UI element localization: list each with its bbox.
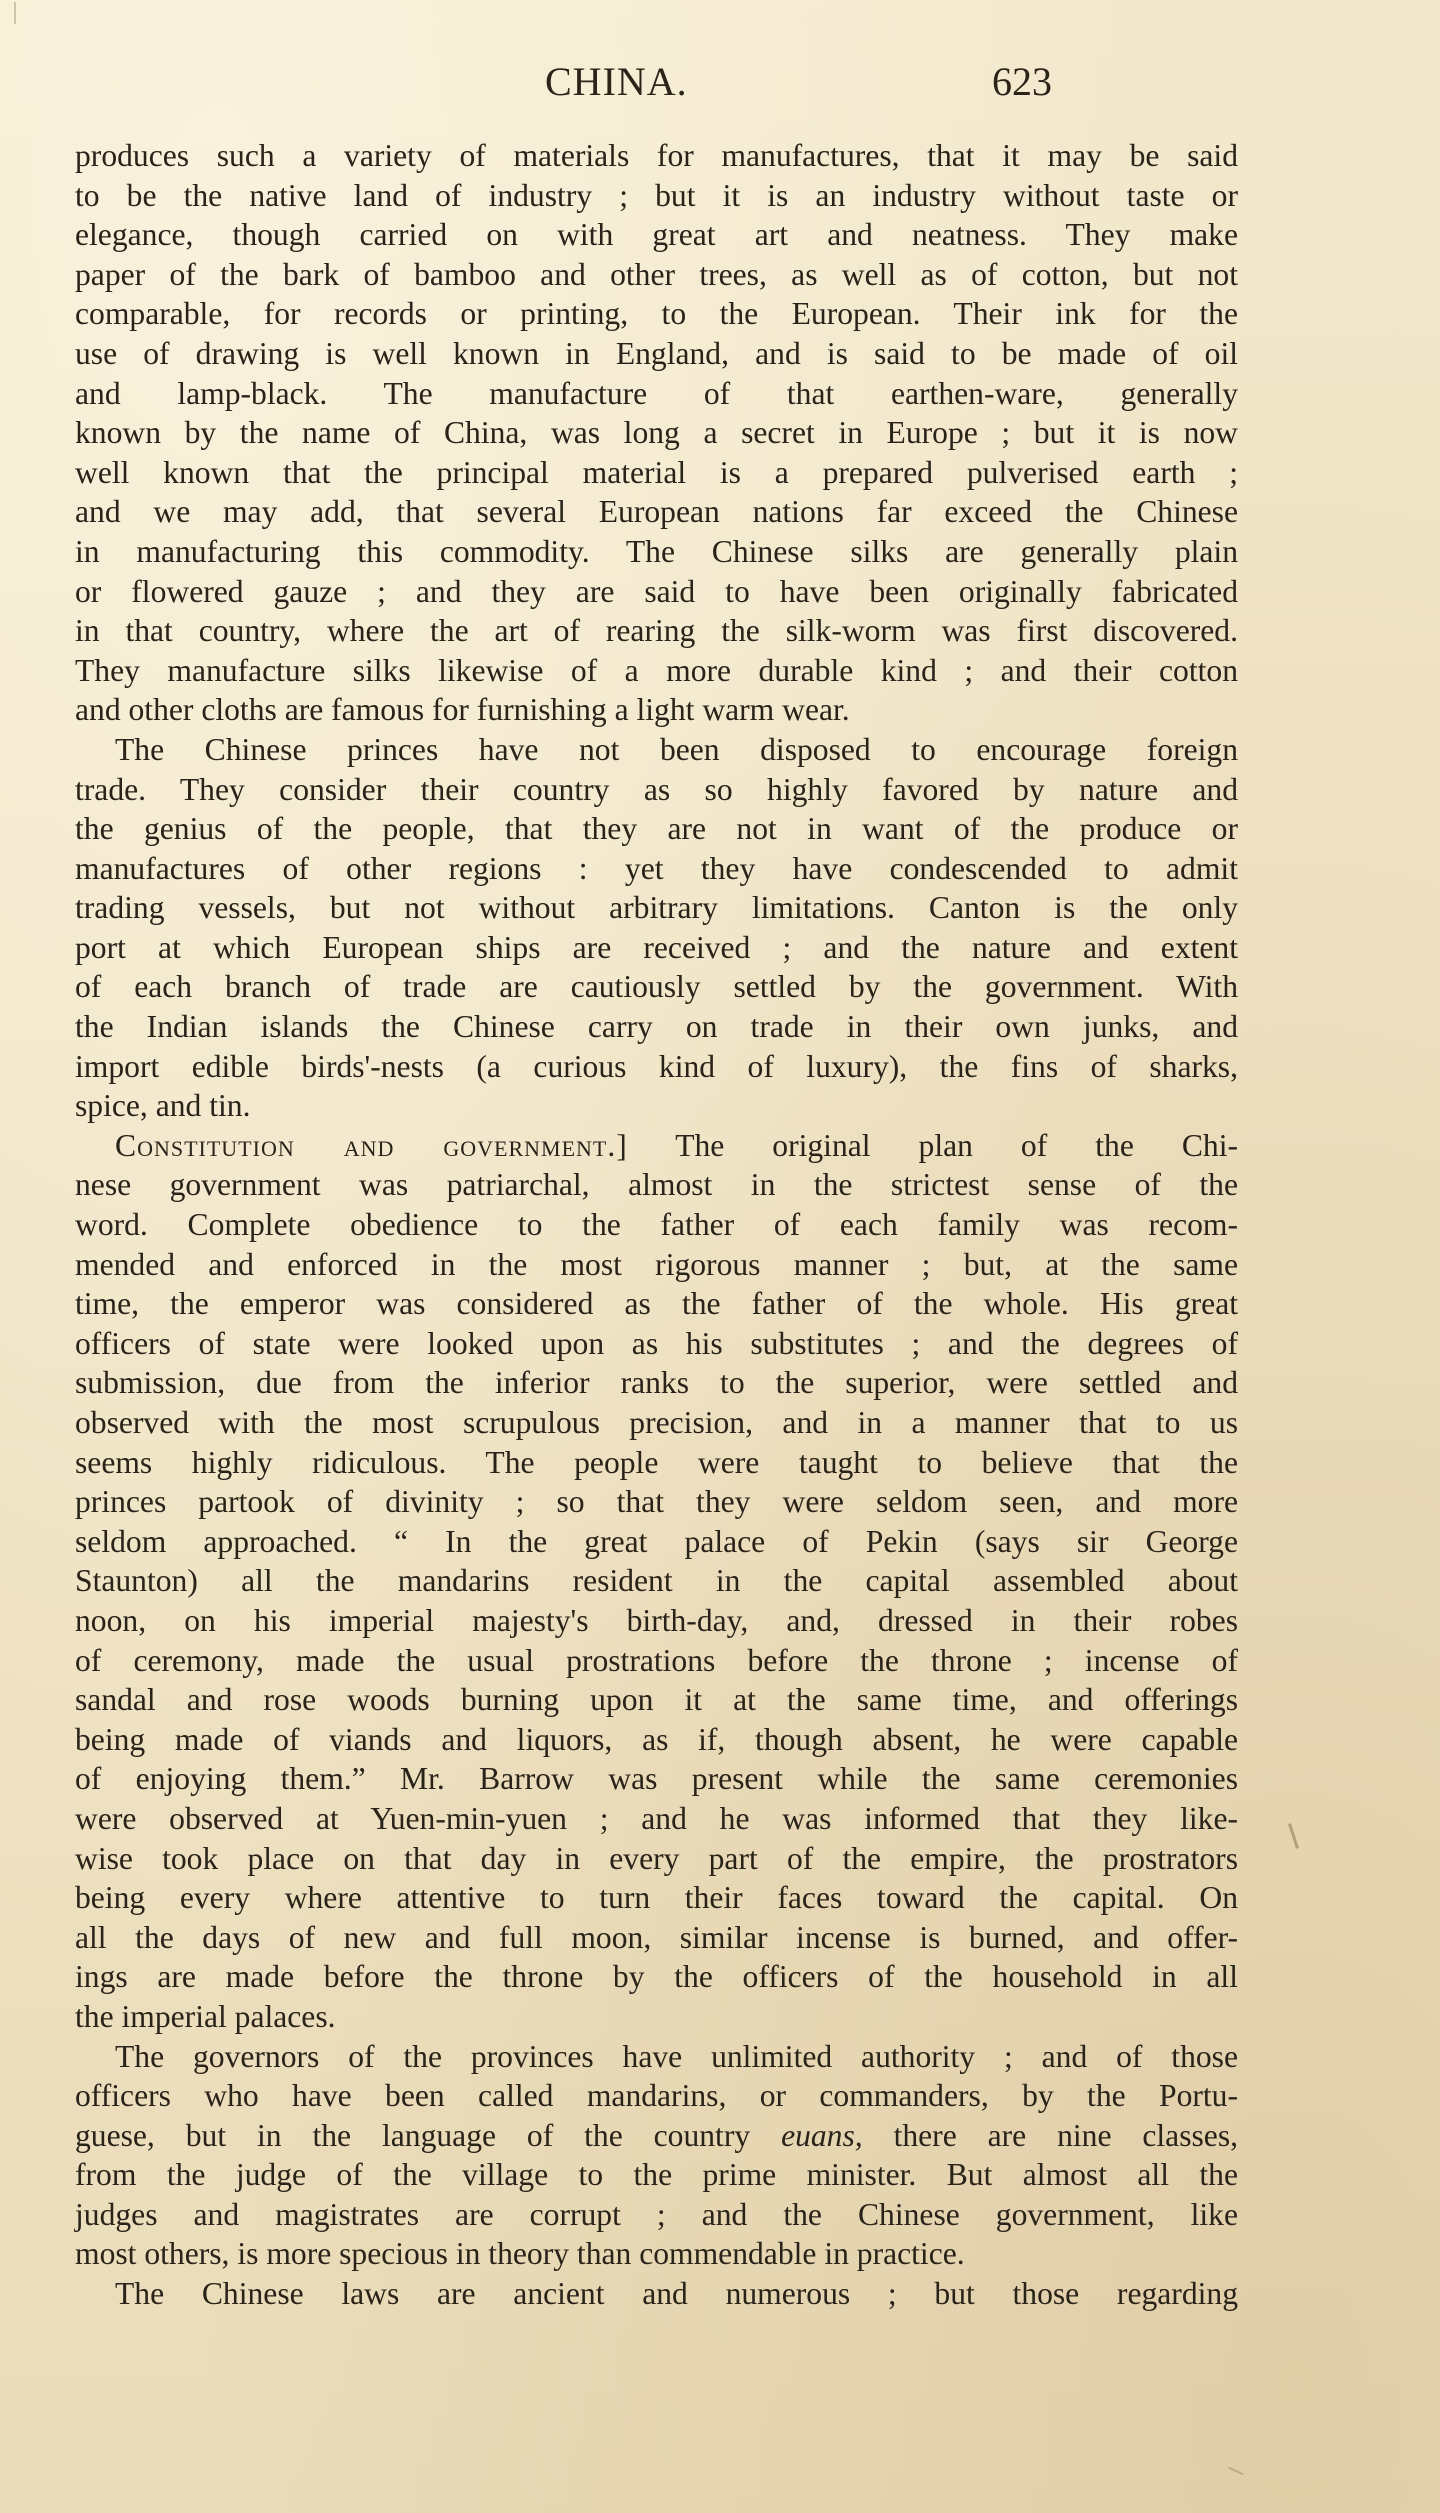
text-line: Staunton) all the mandarins resident in the capital assembled about bbox=[75, 1563, 1238, 1599]
paper-mark bbox=[1228, 2467, 1243, 2476]
text-line: trade. They consider their country as so highly favored by nature and bbox=[75, 771, 1238, 807]
text-fragment: guese, but in the language of the country bbox=[75, 2117, 751, 2153]
text-line: manufactures of other regions : yet they have condescended to admit bbox=[75, 850, 1238, 886]
text-line: being made of viands and liquors, as if, though absent, he were capable bbox=[75, 1721, 1238, 1757]
text-line: and other cloths are famous for furnishing a light warm wear. bbox=[75, 692, 850, 728]
text-line: and lamp-black. The manufacture of that earthen-ware, generally bbox=[75, 375, 1238, 411]
text-line: noon, on his imperial majesty's birth-day, and, dressed in their robes bbox=[75, 1602, 1238, 1638]
text-line: seems highly ridiculous. The people were taught to believe that the bbox=[75, 1444, 1238, 1480]
text-line: word. Complete obedience to the father of each family was recom- bbox=[75, 1207, 1238, 1243]
text-line bbox=[75, 2116, 1238, 2156]
text-line: The Chinese princes have not been disposed to encourage foreign bbox=[115, 731, 1238, 767]
text-line: in manufacturing this commodity. The Chinese silks are generally plain bbox=[75, 533, 1238, 569]
text-line: known by the name of China, was long a secret in Europe ; but it is now bbox=[75, 415, 1238, 451]
text-line: import edible birds'-nests (a curious kind of luxury), the fins of sharks, bbox=[75, 1048, 1238, 1084]
text-line: were observed at Yuen-min-yuen ; and he was informed that they like- bbox=[75, 1800, 1238, 1836]
text-line: observed with the most scrupulous precision, and in a manner that to us bbox=[75, 1405, 1238, 1440]
page-title: CHINA. bbox=[545, 59, 688, 104]
text-line: wise took place on that day in every part of the empire, the prostrators bbox=[75, 1840, 1238, 1876]
text-line: comparable, for records or printing, to the European. Their ink for the bbox=[75, 296, 1238, 332]
paragraph-manufactures bbox=[75, 136, 1238, 730]
text-line: submission, due from the inferior ranks to the superior, were settled and bbox=[75, 1365, 1238, 1401]
page-number: 623 bbox=[992, 59, 1052, 104]
text-line: of ceremony, made the usual prostrations before the throne ; incense of bbox=[75, 1642, 1238, 1678]
italic-term: euans, bbox=[781, 2117, 863, 2153]
text-line: the Indian islands the Chinese carry on trade in their own junks, and bbox=[75, 1009, 1238, 1045]
text-line: use of drawing is well known in England, and is said to be made of oil bbox=[75, 335, 1238, 371]
text-fragment: there are nine classes, bbox=[862, 2117, 1239, 2153]
text-line: seldom approached. “ In the great palace of Pekin (says sir George bbox=[75, 1523, 1238, 1559]
text-line: and we may add, that several European nations far exceed the Chinese bbox=[75, 494, 1238, 530]
section-heading: Constitution and government.] bbox=[115, 1127, 628, 1163]
text-line: well known that the principal material is a prepared pulverised earth ; bbox=[75, 454, 1238, 490]
text-fragment: The original plan of the Chi- bbox=[675, 1127, 1238, 1163]
text-line: princes partook of divinity ; so that they were seldom seen, and more bbox=[75, 1484, 1238, 1520]
text-line: elegance, though carried on with great art and neatness. They make bbox=[75, 217, 1238, 253]
text-line: They manufacture silks likewise of a more durable kind ; and their cotton bbox=[75, 652, 1238, 688]
margin-mark bbox=[1288, 1823, 1299, 1849]
text-line bbox=[75, 1126, 1238, 1166]
text-line: The Chinese laws are ancient and numerous ; but those regarding bbox=[115, 2276, 1238, 2312]
text-line: of each branch of trade are cautiously settled by the government. With bbox=[75, 969, 1238, 1005]
text-line: or flowered gauze ; and they are said to have been originally fabricated bbox=[75, 573, 1238, 609]
text-line: sandal and rose woods burning upon it at the same time, and offerings bbox=[75, 1682, 1238, 1718]
text-line: officers of state were looked upon as his substitutes ; and the degrees of bbox=[75, 1325, 1238, 1361]
text-line: to be the native land of industry ; but it is an industry without taste or bbox=[75, 177, 1238, 213]
text-line: the genius of the people, that they are not in want of the produce or bbox=[75, 811, 1238, 847]
paragraph-laws bbox=[75, 2274, 1238, 2314]
text-line: the imperial palaces. bbox=[75, 1998, 336, 2034]
text-line: being every where attentive to turn their faces toward the capital. On bbox=[75, 1880, 1238, 1916]
text-line: most others, is more specious in theory than commendable in practice. bbox=[75, 2236, 965, 2272]
text-line: paper of the bark of bamboo and other trees, as well as of cotton, but not bbox=[75, 256, 1238, 292]
text-line: port at which European ships are received ; and the nature and extent bbox=[75, 929, 1238, 965]
paper-mark bbox=[14, 2, 16, 24]
text-line: judges and magistrates are corrupt ; and the Chinese government, like bbox=[75, 2196, 1238, 2232]
running-header bbox=[0, 58, 1440, 106]
text-line: nese government was patriarchal, almost in the strictest sense of the bbox=[75, 1167, 1238, 1203]
text-line: mended and enforced in the most rigorous manner ; but, at the same bbox=[75, 1246, 1238, 1282]
text-line: all the days of new and full moon, similar incense is burned, and offer- bbox=[75, 1919, 1238, 1955]
text-line: officers who have been called mandarins, or commanders, by the Portu- bbox=[75, 2078, 1238, 2114]
text-line: The governors of the provinces have unlimited authority ; and of those bbox=[115, 2038, 1238, 2074]
paragraph-governors bbox=[75, 2037, 1238, 2275]
paragraph-trade bbox=[75, 730, 1238, 1126]
text-line: from the judge of the village to the prime minister. But almost all the bbox=[75, 2157, 1238, 2193]
body-text bbox=[75, 136, 1238, 2314]
text-line: spice, and tin. bbox=[75, 1088, 251, 1124]
text-line: trading vessels, but not without arbitrary limitations. Canton is the only bbox=[75, 890, 1238, 926]
text-line: produces such a variety of materials for manufactures, that it may be said bbox=[75, 138, 1238, 173]
text-line: in that country, where the art of rearing the silk-worm was first discovered. bbox=[75, 613, 1238, 649]
paragraph-constitution bbox=[75, 1126, 1238, 2037]
text-line: of enjoying them.” Mr. Barrow was present while the same ceremonies bbox=[75, 1761, 1238, 1797]
text-line: ings are made before the throne by the officers of the household in all bbox=[75, 1959, 1238, 1995]
text-line: time, the emperor was considered as the father of the whole. His great bbox=[75, 1286, 1238, 1322]
